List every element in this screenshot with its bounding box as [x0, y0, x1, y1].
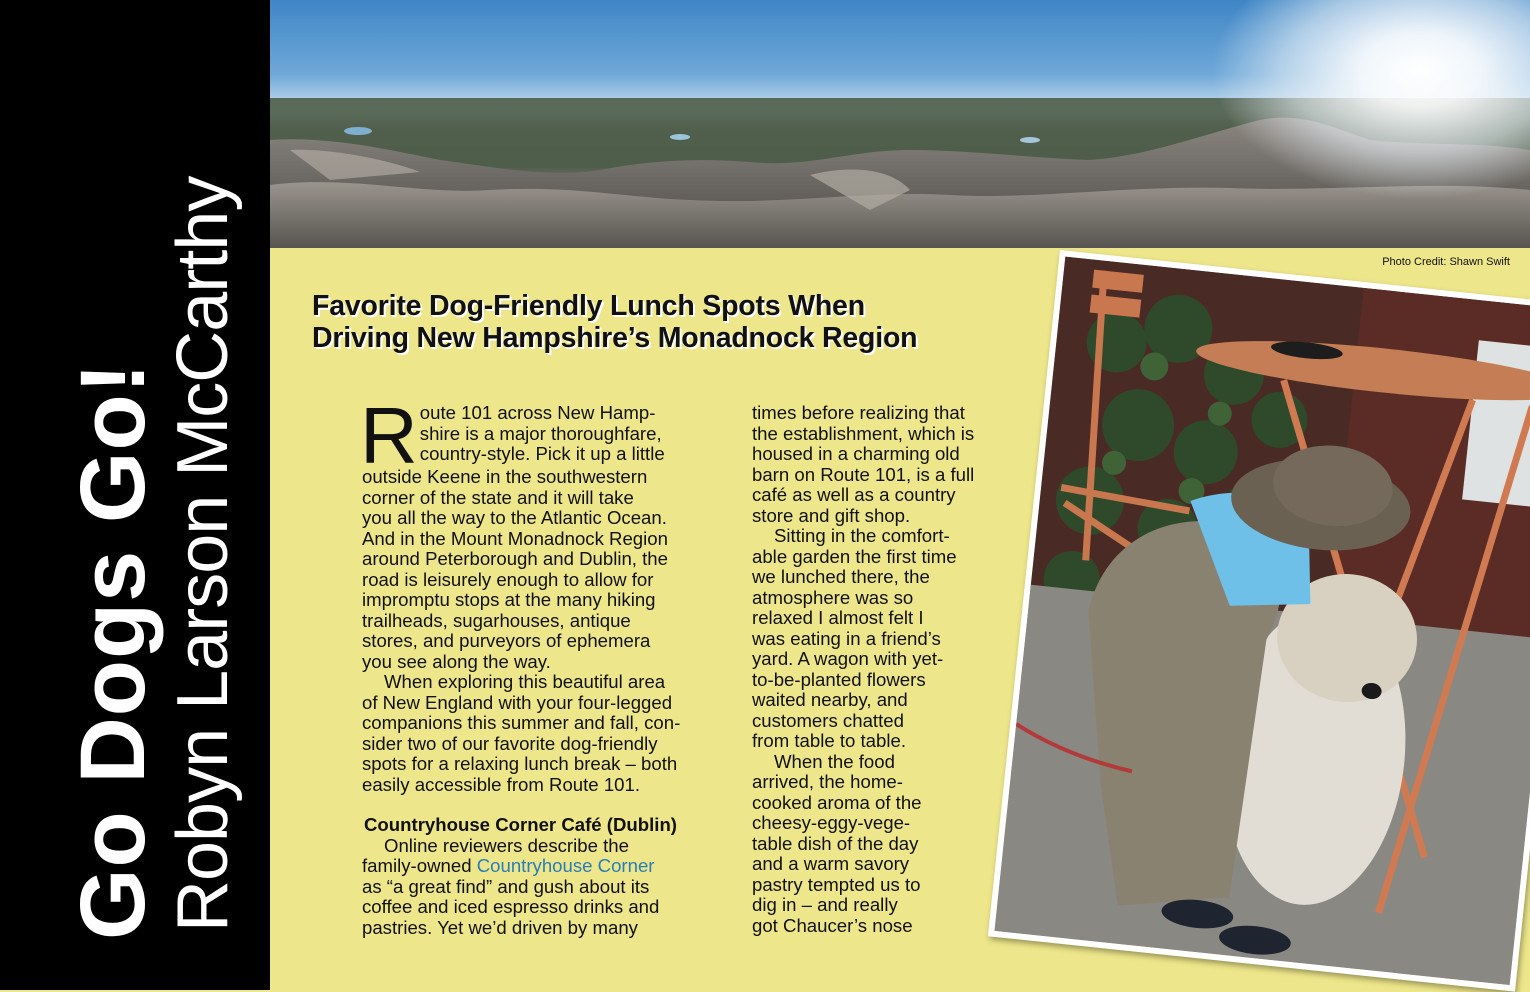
- text-line: outside Keene in the southwestern: [362, 466, 648, 487]
- text-line: table dish of the day: [752, 832, 919, 854]
- text-line: barn on Route 101, is a full: [752, 463, 975, 485]
- text-line: you all the way to the Atlantic Ocean.: [362, 507, 667, 528]
- text-line: housed in a charming old: [752, 443, 960, 464]
- countryhouse-corner-link[interactable]: Countryhouse Corner: [476, 855, 655, 876]
- paragraph-food: [752, 752, 997, 937]
- text-line: was eating in a friend’s: [752, 627, 941, 649]
- headline-line-1: Favorite Dog-Friendly Lunch Spots When: [312, 290, 865, 322]
- text-line: shire is a major thoroughfare,: [419, 422, 662, 444]
- text-line: yard. A wagon with yet-: [752, 648, 944, 669]
- text-line: sider two of our favorite dog-friendly: [362, 732, 658, 754]
- article-headline: [312, 290, 1032, 354]
- text-line: Sitting in the comfort-: [774, 525, 950, 546]
- text-line: you see along the way.: [362, 650, 551, 672]
- dog-photo-frame: [988, 250, 1530, 992]
- text-line: waited nearby, and: [752, 689, 908, 710]
- text-line: trailheads, sugarhouses, antique: [362, 609, 631, 631]
- text-line: cooked aroma of the: [752, 791, 922, 813]
- headline-line-2: Driving New Hampshire’s Monadnock Region: [312, 322, 918, 354]
- header-landscape-image: [270, 0, 1530, 248]
- text-line: able garden the first time: [752, 545, 957, 567]
- text-line: as “a great find” and gush about its: [362, 875, 650, 897]
- text-line: spots for a relaxing lunch break – both: [362, 753, 678, 774]
- text-line: around Peterborough and Dublin, the: [362, 548, 668, 569]
- section-subhead: Countryhouse Corner Café (Dublin): [364, 814, 677, 835]
- text-line: oute 101 across New Hamp-: [419, 402, 656, 423]
- text-line: road is leisurely enough to allow for: [362, 568, 654, 590]
- text-line: the establishment, which is: [752, 422, 975, 444]
- text-line: corner of the state and it will take: [362, 486, 634, 508]
- text-line: pastries. Yet we’d driven by many: [362, 916, 638, 938]
- text-line: stores, and purveyors of ephemera: [362, 630, 651, 651]
- text-line: times before realizing that: [752, 402, 965, 423]
- text-line: and a warm savory: [752, 853, 910, 874]
- photo-credit: Photo Credit: Shawn Swift: [1382, 256, 1510, 268]
- text-line: When the food: [774, 750, 895, 772]
- child-hugging-dog-illustration: [994, 257, 1530, 985]
- text-line: [362, 856, 712, 877]
- text-line: easily accessible from Route 101.: [362, 773, 641, 795]
- text-line: relaxed I almost felt I: [752, 607, 924, 628]
- text-line: of New England with your four-legged: [362, 691, 673, 713]
- paragraph-countryhouse: [362, 836, 712, 939]
- text-line: got Chaucer’s nose: [752, 914, 913, 936]
- paragraph-establishment: [752, 403, 997, 526]
- text-line: When exploring this beautiful area: [384, 671, 666, 692]
- text-line: store and gift shop.: [752, 504, 911, 526]
- author-byline: Robyn Larson McCarthy: [163, 176, 243, 932]
- text-line: café as well as a country: [752, 484, 956, 505]
- text-line: pastry tempted us to: [752, 873, 921, 895]
- article-column-1: [360, 391, 712, 938]
- drop-cap: R: [360, 391, 418, 480]
- text-line: country-style. Pick it up a little: [419, 443, 665, 464]
- paragraph-intro: [360, 391, 712, 672]
- paragraph-garden: [752, 526, 997, 752]
- text-line: we lunched there, the: [752, 566, 930, 587]
- text-line: cheesy-eggy-vege-: [752, 812, 911, 833]
- text-line: arrived, the home-: [752, 771, 903, 792]
- column-title: Go Dogs Go!: [62, 361, 164, 940]
- text-line: customers chatted: [752, 709, 904, 731]
- text-line: Online reviewers describe the: [384, 834, 629, 856]
- text-line: companions this summer and fall, con-: [362, 712, 681, 733]
- text-fragment: family-owned: [362, 855, 477, 876]
- article-column-2: [752, 403, 997, 936]
- text-line: atmosphere was so: [752, 586, 914, 608]
- paragraph-exploring: [362, 672, 712, 795]
- text-line: impromptu stops at the many hiking: [362, 589, 656, 610]
- text-line: from table to table.: [752, 730, 906, 751]
- text-line: dig in – and really: [752, 894, 898, 915]
- text-line: to-be-planted flowers: [752, 668, 926, 690]
- text-line: coffee and iced espresso drinks and: [362, 896, 660, 917]
- text-line: And in the Mount Monadnock Region: [362, 527, 668, 549]
- dog-photo: [994, 257, 1530, 985]
